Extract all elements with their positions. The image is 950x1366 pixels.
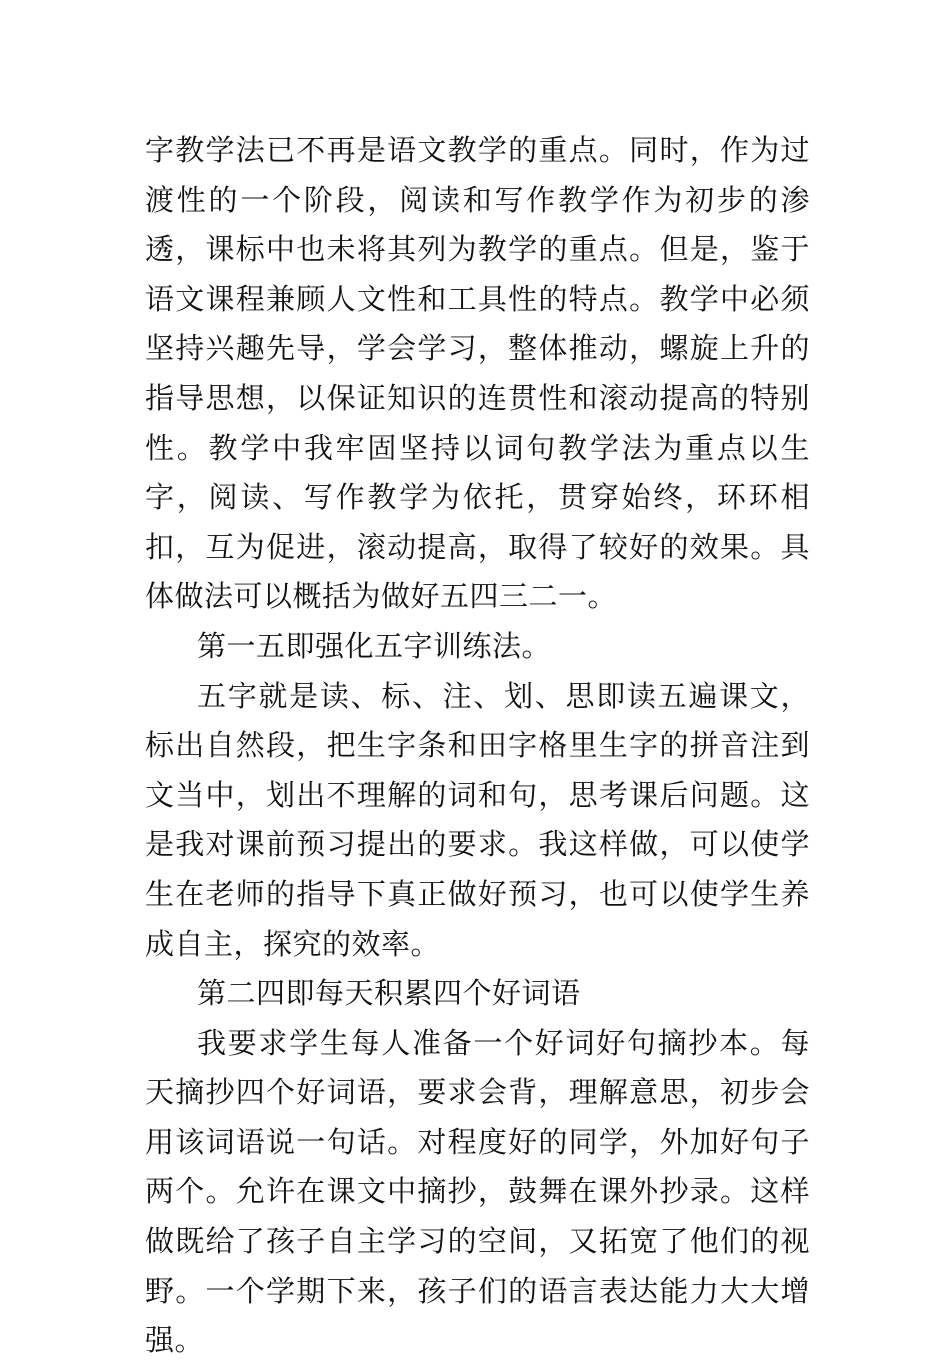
paragraph-word-accumulation: 我要求学生每人准备一个好词好句摘抄本。每天摘抄四个好词语，要求会背，理解意思，初步会用该词语说一句话。对程度好的同学，外加好句子两个。允许在课文中摘抄，鼓舞在课外抄录。这样做既给了孩子自主学习的空间，又拓宽了他们的视野。一个学期下来，孩子们的语言表达能力大大增强。 xyxy=(145,1025,810,1358)
paragraph-continuation: 字教学法已不再是语文教学的重点。同时，作为过渡性的一个阶段，阅读和写作教学作为初步的渗透，课标中也未将其列为教学的重点。但是，鉴于语文课程兼顾人文性和工具性的特点。教学中必须坚持兴趣先导，学会学习，整体推动，螺旋上升的指导思想，以保证知识的连贯性和滚动提高的特别性。教学中我牢固坚持以词句教学法为重点以生字，阅读、写作教学为依托，贯穿始终，环环相扣，互为促进，滚动提高，取得了较好的效果。具体做法可以概括为做好五四三二一。 xyxy=(145,133,810,614)
section-heading-first-five: 第一五即强化五字训练法。 xyxy=(197,628,552,663)
document-body xyxy=(145,126,810,1366)
paragraph-five-characters: 五字就是读、标、注、划、思即读五遍课文，标出自然段，把生字条和田字格里生字的拼音注到文当中，划出不理解的词和句，思考课后问题。这是我对课前预习提出的要求。我这样做，可以使学生在老师的指导下真正做好预习，也可以使学生养成自主，探究的效率。 xyxy=(145,678,810,961)
section-heading-second-four: 第二四即每天积累四个好词语 xyxy=(197,976,581,1011)
